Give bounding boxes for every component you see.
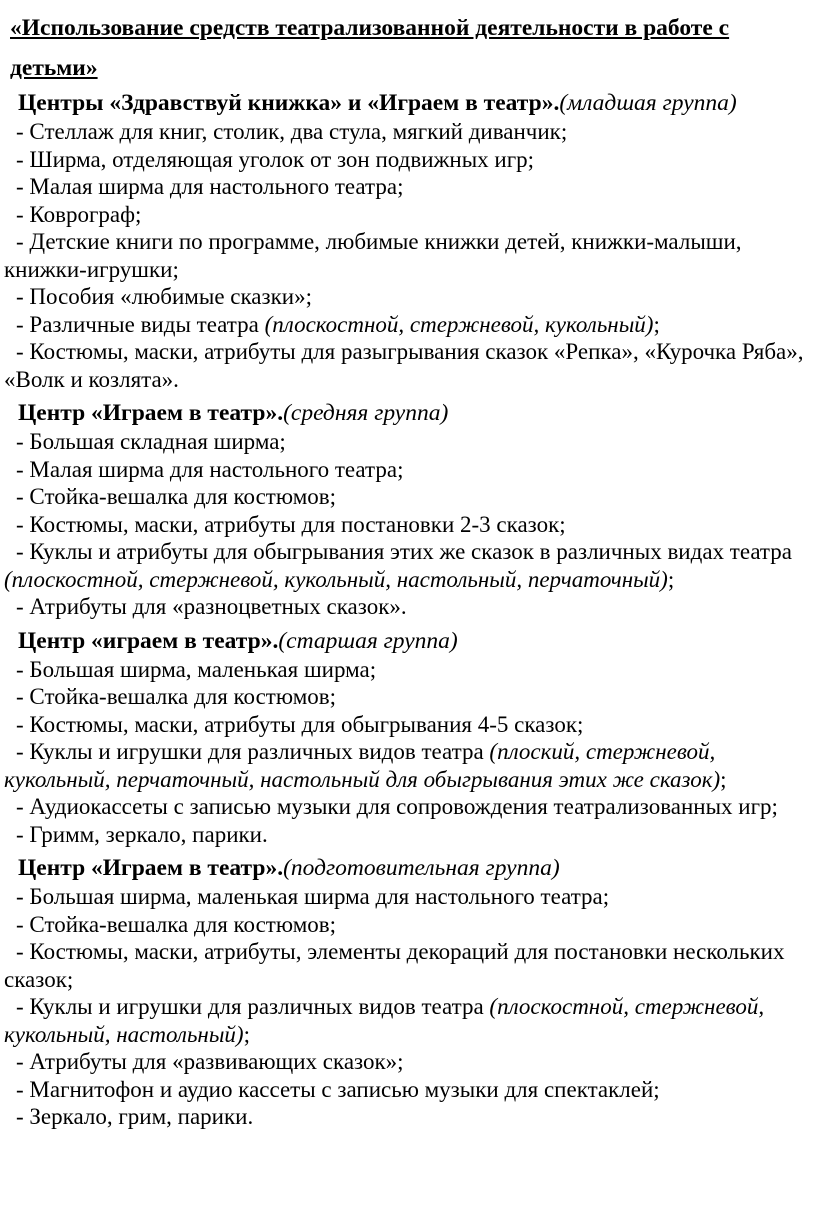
list-item: [0, 1048, 816, 1076]
section-group-label: (подготовительная группа): [283, 855, 560, 881]
section-heading: [18, 88, 816, 118]
list-item-text: - Малая ширма для настольного театра;: [16, 456, 404, 482]
list-item-text: - Пособия «любимые сказки»;: [16, 284, 312, 309]
section-heading: [18, 853, 816, 883]
section-3: [0, 626, 816, 854]
list-item-text: - Стойка-вешалка для костюмов;: [16, 684, 337, 709]
list-item-text: - Стойка-вешалка для костюмов;: [16, 911, 337, 937]
section-heading-title: Центр «Играем в театр».: [18, 400, 284, 426]
list-item: [0, 228, 816, 283]
list-item: [0, 793, 816, 821]
list-item-text: - Стеллаж для книг, столик, два стула, мягкий диванчик;: [16, 119, 568, 144]
list-item-tail: ;: [243, 1021, 250, 1047]
list-item: [0, 911, 816, 939]
section-heading-title: Центры «Здравствуй книжка» и «Играем в театр».: [18, 90, 560, 116]
list-item-tail: ;: [667, 566, 675, 592]
list-item-text: - Ширма, отделяющая уголок от зон подвижных игр;: [16, 146, 535, 172]
section-group-label: (младшая группа): [559, 90, 737, 116]
list-item: [0, 538, 816, 593]
list-item: [0, 821, 816, 849]
list-item-text: - Атрибуты для «разноцветных сказок».: [16, 594, 407, 619]
item-list: [0, 118, 816, 393]
list-item: [0, 118, 816, 146]
list-item-text: - Костюмы, маски, атрибуты для обыгрывания 4-5 сказок;: [16, 711, 584, 737]
item-list: [0, 656, 816, 849]
list-item-italic-note: (плоский, стержневой, кукольный, перчаточный, настольный для обыгрывания этих же сказок): [4, 739, 721, 792]
list-item-text: - Атрибуты для «развивающих сказок»;: [16, 1049, 404, 1074]
list-item-text: - Костюмы, маски, атрибуты для постановки 2-3 сказок;: [16, 511, 566, 537]
section-heading-title: Центр «играем в театр».: [18, 627, 279, 654]
list-item-text: - Большая ширма, маленькая ширма;: [16, 656, 377, 682]
list-item: [0, 593, 816, 621]
section-heading-title: Центр «Играем в театр».: [18, 855, 284, 881]
list-item: [0, 311, 816, 339]
list-item: [0, 456, 816, 484]
list-item-text: - Костюмы, маски, атрибуты, элементы декораций для постановки нескольких сказок;: [4, 939, 785, 992]
list-item-text: - Коврограф;: [16, 201, 142, 227]
section-heading: [18, 398, 816, 428]
list-item: [0, 146, 816, 174]
section-2: [0, 398, 816, 626]
list-item-text: - Большая ширма, маленькая ширма для настольного театра;: [16, 884, 610, 909]
section-heading: [18, 626, 816, 656]
section-group-label: (средняя группа): [283, 400, 449, 426]
sections-container: [0, 88, 816, 1136]
list-item-italic-note: (плоскостной, стержневой, кукольный): [264, 311, 654, 337]
section-4: [0, 853, 816, 1136]
list-item-text: - Детские книги по программе, любимые книжки детей, книжки-малыши, книжки-игрушки;: [4, 229, 742, 282]
list-item: [0, 683, 816, 711]
list-item-text: - Стойка-вешалка для костюмов;: [16, 484, 337, 509]
item-list: [0, 428, 816, 621]
section-gap: [0, 1131, 816, 1136]
list-item: [0, 511, 816, 539]
list-item-tail: ;: [720, 766, 727, 792]
document-title: «Использование средств театрализованной деятельности в работе с детьми»: [10, 15, 730, 81]
list-item: [0, 738, 816, 793]
list-item-italic-note: (плоскостной, стержневой, кукольный, настольный): [4, 994, 765, 1047]
list-item-italic-note: (плоскостной, стержневой, кукольный, настольный, перчаточный): [4, 566, 668, 592]
list-item: [0, 173, 816, 201]
list-item: [0, 711, 816, 739]
list-item-text: - Аудиокассеты с записью музыки для сопровождения театрализованных игр;: [16, 794, 778, 819]
list-item-text: - Гримм, зеркало, парики.: [16, 821, 268, 847]
section-1: [0, 88, 816, 398]
list-item-text: - Куклы и атрибуты для обыгрывания этих же сказок в различных видах театра: [16, 539, 792, 564]
list-item: [0, 338, 816, 393]
list-item-text: - Куклы и игрушки для различных видов театра: [16, 739, 490, 764]
item-list: [0, 883, 816, 1131]
list-item: [0, 1076, 816, 1104]
list-item: [0, 428, 816, 456]
list-item-text: - Большая складная ширма;: [16, 429, 286, 454]
list-item: [0, 483, 816, 511]
list-item-text: - Различные виды театра: [16, 311, 265, 337]
list-item-text: - Куклы и игрушки для различных видов театра: [16, 994, 490, 1019]
list-item: [0, 938, 816, 993]
list-item: [0, 201, 816, 229]
list-item-text: - Магнитофон и аудио кассеты с записью музыки для спектаклей;: [16, 1076, 660, 1102]
list-item: [0, 656, 816, 684]
list-item-text: - Зеркало, грим, парики.: [16, 1104, 254, 1129]
section-group-label: (старшая группа): [278, 627, 458, 654]
list-item-tail: ;: [653, 311, 660, 337]
list-item: [0, 1103, 816, 1131]
list-item: [0, 993, 816, 1048]
list-item-text: - Малая ширма для настольного театра;: [16, 174, 404, 199]
list-item: [0, 283, 816, 311]
list-item: [0, 883, 816, 911]
list-item-text: - Костюмы, маски, атрибуты для разыгрывания сказок «Репка», «Курочка Ряба», «Волк и козлята».: [4, 339, 804, 392]
